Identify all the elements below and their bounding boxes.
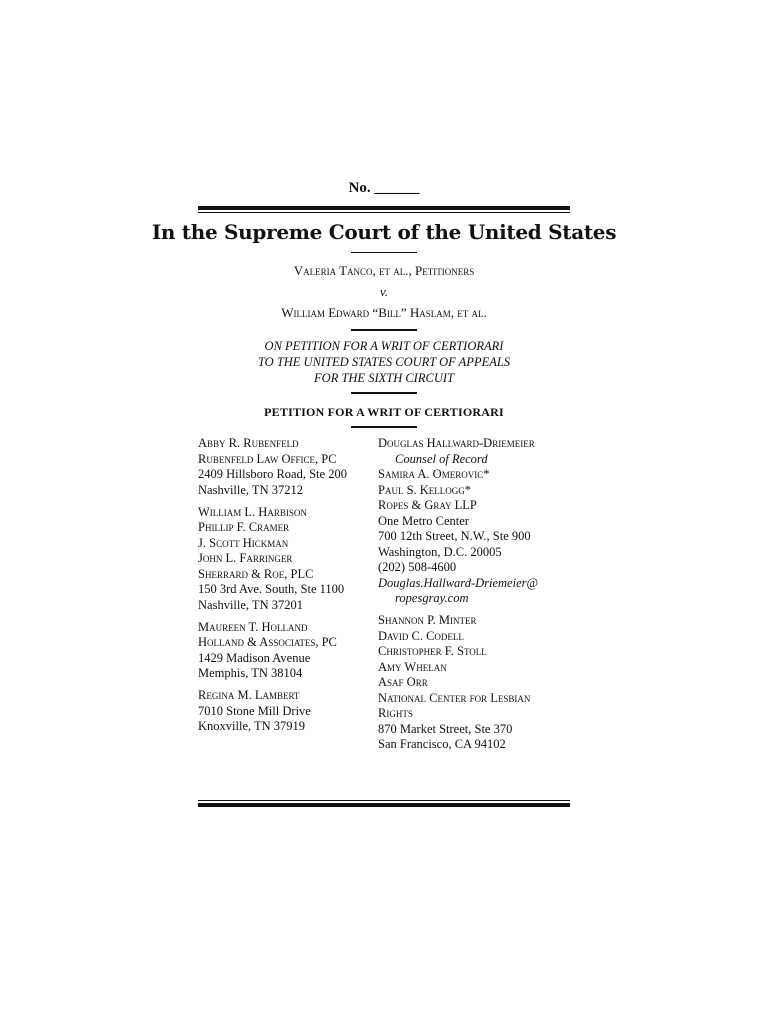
docket-number: No. ______: [348, 180, 420, 196]
counsel-line: San Francisco, CA 94102: [378, 737, 506, 751]
counsel-line: Washington, D.C. 20005: [378, 544, 502, 559]
counsel-line: Sherrard & Roe, PLC: [198, 566, 314, 581]
document-title: PETITION FOR A WRIT OF CERTIORARI: [264, 405, 504, 419]
counsel-column-left: [198, 436, 374, 741]
counsel-block: [198, 688, 374, 735]
counsel-block: [378, 436, 578, 607]
divider-rule: [351, 392, 417, 394]
counsel-line: Ropes & Gray LLP: [378, 498, 477, 512]
counsel-line: (202) 508-4600: [378, 560, 457, 574]
petitioners-line: Valeria Tanco, et al., Petitioners: [293, 263, 475, 278]
counsel-line: Knoxville, TN 37919: [198, 719, 306, 733]
counsel-line: Douglas.Hallward-Driemeier@: [378, 575, 538, 590]
court-title: In the Supreme Court of the United States: [151, 220, 617, 244]
counsel-line: Samira A. Omerovic*: [378, 467, 490, 481]
counsel-line: Nashville, TN 37212: [198, 482, 303, 497]
counsel-line: Amy Whelan: [378, 659, 447, 674]
counsel-line: Asaf Orr: [378, 675, 428, 689]
counsel-line: Abby R. Rubenfeld: [198, 436, 299, 450]
petition-line: FOR THE SIXTH CIRCUIT: [314, 371, 454, 385]
counsel-block: [198, 505, 374, 614]
counsel-line: Nashville, TN 37201: [198, 597, 303, 612]
counsel-column-right: [378, 436, 578, 759]
petition-line: ON PETITION FOR A WRIT OF CERTIORARI: [264, 339, 504, 353]
petition-line: TO THE UNITED STATES COURT OF APPEALS: [257, 355, 511, 369]
counsel-line: Counsel of Record: [395, 451, 488, 466]
counsel-line: 7010 Stone Mill Drive: [198, 703, 311, 718]
counsel-line: John L. Farringer: [198, 551, 293, 565]
versus-line: v.: [379, 284, 389, 299]
counsel-line: Maureen T. Holland: [198, 619, 308, 634]
respondents-line: William Edward “Bill” Haslam, et al.: [281, 305, 487, 320]
counsel-line: 150 3rd Ave. South, Ste 1100: [198, 582, 345, 596]
counsel-line: Shannon P. Minter: [378, 613, 477, 627]
counsel-line: J. Scott Hickman: [198, 535, 289, 550]
counsel-line: Paul S. Kellogg*: [378, 482, 472, 497]
counsel-block: [378, 613, 578, 753]
bottom-double-rule: [198, 800, 570, 807]
top-double-rule: [198, 206, 570, 213]
counsel-line: 700 12th Street, N.W., Ste 900: [378, 529, 531, 543]
counsel-line: William L. Harbison: [198, 504, 307, 519]
counsel-line: Holland & Associates, PC: [198, 635, 337, 649]
counsel-line: Rubenfeld Law Office, PC: [198, 451, 337, 466]
counsel-line: National Center for Lesbian: [378, 690, 531, 705]
counsel-line: Regina M. Lambert: [198, 688, 300, 702]
counsel-line: Memphis, TN 38104: [198, 666, 303, 680]
counsel-line: 870 Market Street, Ste 370: [378, 721, 513, 736]
counsel-line: 2409 Hillsboro Road, Ste 200: [198, 467, 347, 481]
counsel-block: [198, 620, 374, 682]
counsel-block: [198, 436, 374, 498]
divider-rule: [351, 252, 417, 253]
counsel-line: Douglas Hallward-Driemeier: [378, 436, 535, 450]
counsel-line: Christopher F. Stoll: [378, 644, 487, 658]
counsel-line: Rights: [378, 706, 413, 720]
counsel-line: Phillip F. Cramer: [198, 520, 290, 534]
divider-rule: [351, 329, 417, 331]
counsel-line: One Metro Center: [378, 513, 469, 528]
divider-rule: [351, 426, 417, 428]
counsel-line: 1429 Madison Avenue: [198, 650, 311, 665]
counsel-line: ropesgray.com: [395, 591, 469, 605]
counsel-line: David C. Codell: [378, 628, 464, 643]
